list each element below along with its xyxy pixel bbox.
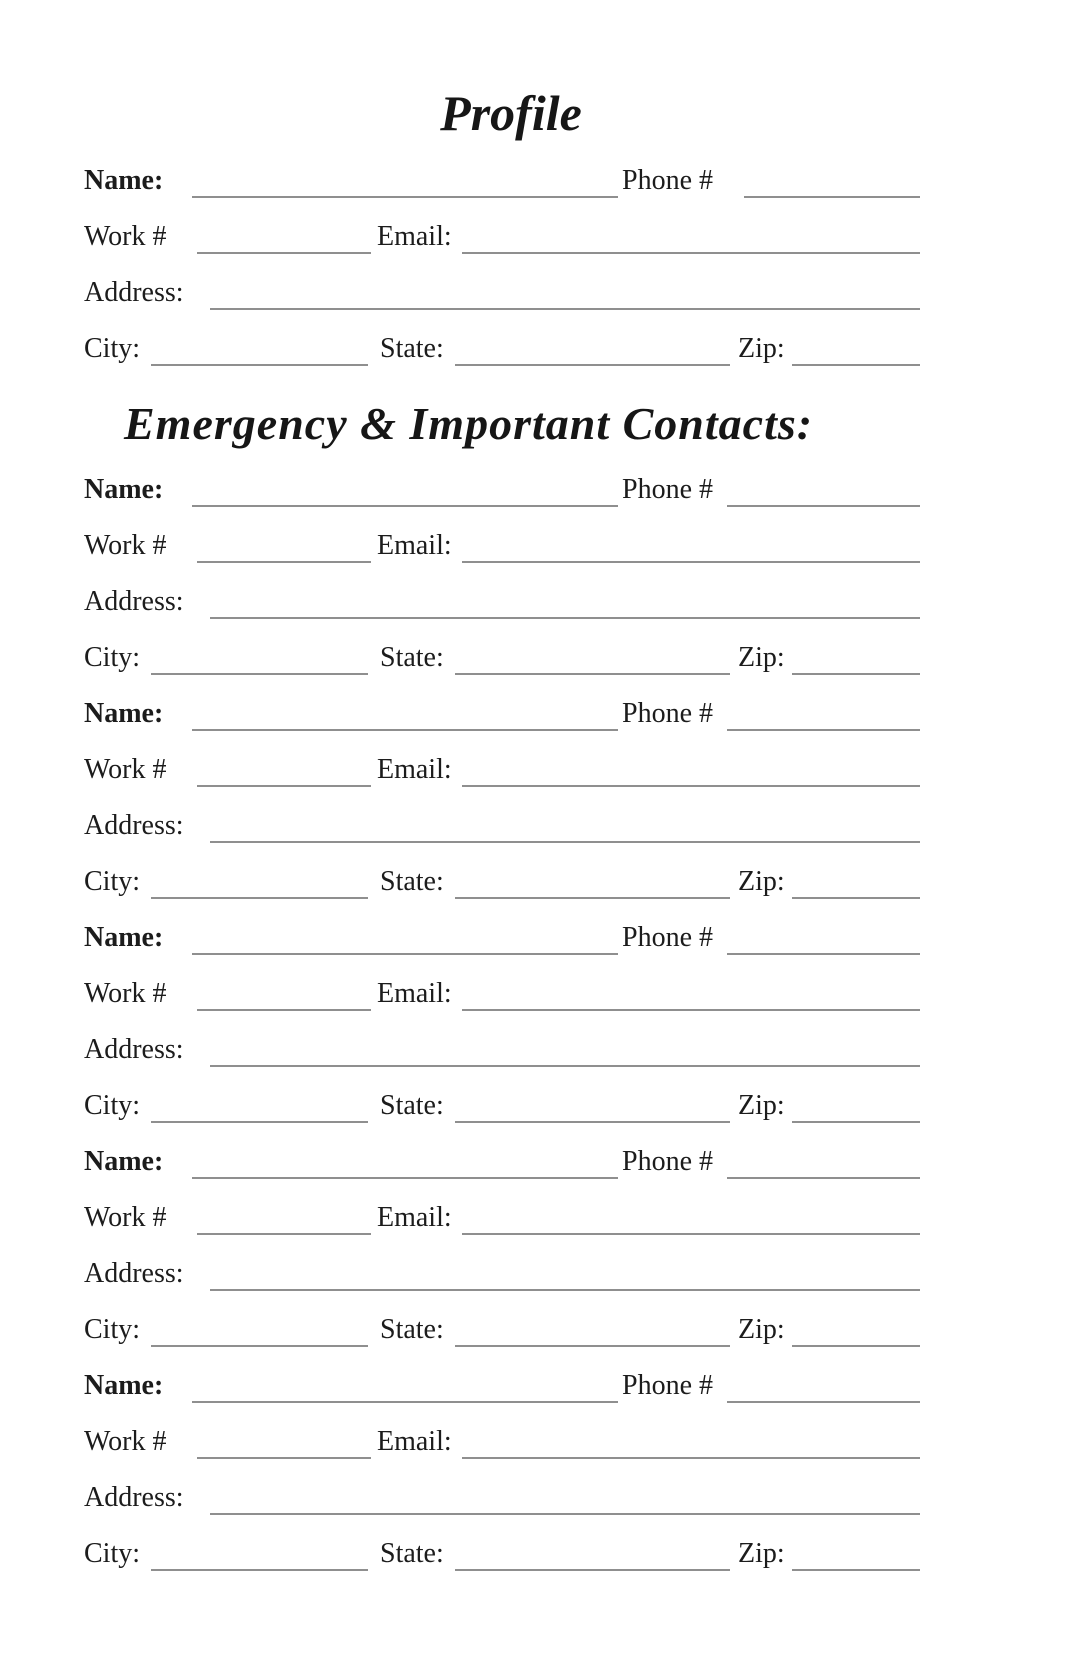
work-email-row: [0, 205, 1076, 261]
contact-4-zip-field[interactable]: [792, 1345, 920, 1347]
contact-2-state-field[interactable]: [455, 897, 730, 899]
contact-5-phone-field[interactable]: [727, 1401, 920, 1403]
contact-1-address-field[interactable]: [210, 617, 920, 619]
contact-1-phone-field[interactable]: [727, 505, 920, 507]
contact-3-zip-field[interactable]: [792, 1121, 920, 1123]
name-label: Name:: [84, 165, 164, 196]
contact-3-city-field[interactable]: [151, 1121, 368, 1123]
city-state-zip-row: [0, 1074, 1076, 1130]
work-email-row: [0, 514, 1076, 570]
name-phone-row: [0, 906, 1076, 962]
address-row: [0, 1018, 1076, 1074]
profile-state-field[interactable]: [455, 364, 730, 366]
profile-fields-block: [0, 149, 1076, 373]
profile-section: [0, 149, 1076, 373]
work-email-row: [0, 1186, 1076, 1242]
email-label: Email:: [377, 1426, 452, 1457]
city-label: City:: [84, 1314, 141, 1345]
phone-label: Phone #: [622, 474, 713, 505]
profile-work-field[interactable]: [197, 252, 371, 254]
contact-2-zip-field[interactable]: [792, 897, 920, 899]
state-label: State:: [380, 1538, 444, 1569]
city-state-zip-row: [0, 1298, 1076, 1354]
profile-phone-field[interactable]: [744, 196, 920, 198]
address-label: Address:: [84, 1034, 184, 1065]
city-state-zip-row: [0, 850, 1076, 906]
contact-5-city-field[interactable]: [151, 1569, 368, 1571]
name-label: Name:: [84, 698, 164, 729]
contact-1-email-field[interactable]: [462, 561, 920, 563]
phone-label: Phone #: [622, 698, 713, 729]
name-phone-row: [0, 682, 1076, 738]
contact-3-phone-field[interactable]: [727, 953, 920, 955]
profile-name-field[interactable]: [192, 196, 618, 198]
contacts-section-heading: Emergency & Important Contacts:: [124, 398, 814, 449]
contact-block-1: [0, 458, 1076, 682]
contact-5-zip-field[interactable]: [792, 1569, 920, 1571]
city-label: City:: [84, 642, 141, 673]
work-label: Work #: [84, 221, 167, 252]
contact-2-address-field[interactable]: [210, 841, 920, 843]
profile-city-field[interactable]: [151, 364, 368, 366]
contact-block-4: [0, 1130, 1076, 1354]
contact-3-name-field[interactable]: [192, 953, 618, 955]
email-label: Email:: [377, 530, 452, 561]
zip-label: Zip:: [738, 1538, 785, 1569]
address-row: [0, 1242, 1076, 1298]
name-phone-row: [0, 149, 1076, 205]
city-state-zip-row: [0, 626, 1076, 682]
contact-3-work-field[interactable]: [197, 1009, 371, 1011]
page-title: Profile: [440, 85, 582, 141]
contact-1-name-field[interactable]: [192, 505, 618, 507]
name-label: Name:: [84, 1370, 164, 1401]
state-label: State:: [380, 642, 444, 673]
contact-3-address-field[interactable]: [210, 1065, 920, 1067]
phone-label: Phone #: [622, 165, 713, 196]
contact-4-city-field[interactable]: [151, 1345, 368, 1347]
contact-1-state-field[interactable]: [455, 673, 730, 675]
contact-2-phone-field[interactable]: [727, 729, 920, 731]
address-label: Address:: [84, 1258, 184, 1289]
address-label: Address:: [84, 277, 184, 308]
name-phone-row: [0, 458, 1076, 514]
work-label: Work #: [84, 1426, 167, 1457]
city-label: City:: [84, 866, 141, 897]
profile-address-field[interactable]: [210, 308, 920, 310]
contact-3-state-field[interactable]: [455, 1121, 730, 1123]
city-label: City:: [84, 1538, 141, 1569]
address-label: Address:: [84, 586, 184, 617]
work-label: Work #: [84, 754, 167, 785]
contact-2-city-field[interactable]: [151, 897, 368, 899]
city-state-zip-row: [0, 317, 1076, 373]
state-label: State:: [380, 1090, 444, 1121]
zip-label: Zip:: [738, 333, 785, 364]
contact-2-email-field[interactable]: [462, 785, 920, 787]
contact-block-5: [0, 1354, 1076, 1578]
email-label: Email:: [377, 1202, 452, 1233]
name-phone-row: [0, 1354, 1076, 1410]
work-email-row: [0, 738, 1076, 794]
contact-1-work-field[interactable]: [197, 561, 371, 563]
work-email-row: [0, 962, 1076, 1018]
contact-block-2: [0, 682, 1076, 906]
contact-4-work-field[interactable]: [197, 1233, 371, 1235]
contact-4-name-field[interactable]: [192, 1177, 618, 1179]
state-label: State:: [380, 1314, 444, 1345]
profile-zip-field[interactable]: [792, 364, 920, 366]
city-label: City:: [84, 1090, 141, 1121]
work-email-row: [0, 1410, 1076, 1466]
email-label: Email:: [377, 754, 452, 785]
phone-label: Phone #: [622, 1370, 713, 1401]
contact-4-phone-field[interactable]: [727, 1177, 920, 1179]
contact-2-work-field[interactable]: [197, 785, 371, 787]
name-label: Name:: [84, 922, 164, 953]
name-label: Name:: [84, 1146, 164, 1177]
work-label: Work #: [84, 1202, 167, 1233]
zip-label: Zip:: [738, 866, 785, 897]
contact-3-email-field[interactable]: [462, 1009, 920, 1011]
profile-email-field[interactable]: [462, 252, 920, 254]
city-state-zip-row: [0, 1522, 1076, 1578]
contact-5-state-field[interactable]: [455, 1569, 730, 1571]
contact-4-address-field[interactable]: [210, 1289, 920, 1291]
phone-label: Phone #: [622, 1146, 713, 1177]
zip-label: Zip:: [738, 642, 785, 673]
city-label: City:: [84, 333, 141, 364]
address-row: [0, 261, 1076, 317]
address-label: Address:: [84, 1482, 184, 1513]
work-label: Work #: [84, 530, 167, 561]
contacts-section: [0, 458, 1076, 1578]
email-label: Email:: [377, 978, 452, 1009]
address-row: [0, 794, 1076, 850]
work-label: Work #: [84, 978, 167, 1009]
state-label: State:: [380, 333, 444, 364]
state-label: State:: [380, 866, 444, 897]
contact-4-state-field[interactable]: [455, 1345, 730, 1347]
contact-1-city-field[interactable]: [151, 673, 368, 675]
address-row: [0, 570, 1076, 626]
contact-5-address-field[interactable]: [210, 1513, 920, 1515]
contact-1-zip-field[interactable]: [792, 673, 920, 675]
contact-block-3: [0, 906, 1076, 1130]
name-label: Name:: [84, 474, 164, 505]
phone-label: Phone #: [622, 922, 713, 953]
zip-label: Zip:: [738, 1314, 785, 1345]
contact-5-work-field[interactable]: [197, 1457, 371, 1459]
contact-4-email-field[interactable]: [462, 1233, 920, 1235]
address-row: [0, 1466, 1076, 1522]
email-label: Email:: [377, 221, 452, 252]
zip-label: Zip:: [738, 1090, 785, 1121]
contact-5-email-field[interactable]: [462, 1457, 920, 1459]
name-phone-row: [0, 1130, 1076, 1186]
contact-2-name-field[interactable]: [192, 729, 618, 731]
address-label: Address:: [84, 810, 184, 841]
contact-5-name-field[interactable]: [192, 1401, 618, 1403]
